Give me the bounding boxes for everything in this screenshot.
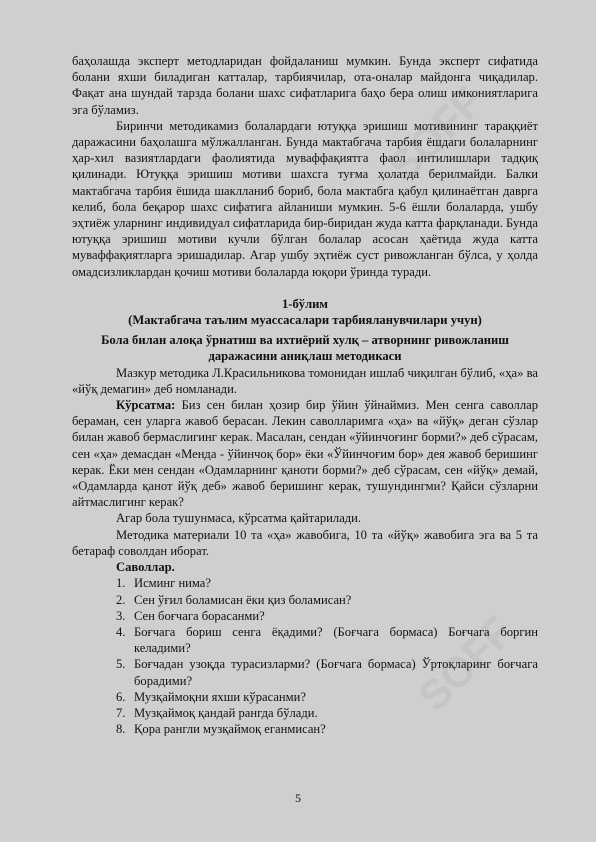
instruction-text: Биз сен билан ҳозир бир ўйин ўйнаймиз. Мен сенга саволлар бераман, сен уларга жавоб берасан. Лекин саволларимга «ҳа» ва «йўқ» деган сўзлар билан жавоб бермаслигинг керак. Масалан, сендан «ўйинчоғинг борми?» деб сўрасам, сен «ҳа» демасдан «Менда - ўйинчоқ бор» ёки «Ўйинчоғим бор» дея жавоб беришинг керак. Ёки мен сендан «Одамларнинг қаноти борми?» деб сўрасам, сен «йўқ» демай, «Одамларда қанот йўқ деб» жавоб беришинг керак, тушундингми? Қайси сўзларни айтмаслигинг керак? <box>72 398 538 510</box>
method-heading: Бола билан алоқа ўрнатиш ва ихтиёрий хулқ – атворнинг ривожланиш даражасини аниқлаш методикаси <box>101 333 509 364</box>
watermark-bottom: SOFF <box>409 607 522 720</box>
list-item <box>72 624 538 656</box>
list-item-number: 4. <box>116 624 126 639</box>
list-item-number: 5. <box>116 657 126 672</box>
questions-list <box>72 575 538 737</box>
list-item <box>72 575 538 591</box>
paragraph-3: Мазкур методика Л.Красильникова томонидан ишлаб чиқилган бўлиб, «ҳа» ва «йўқ демагин» деб номланади. <box>72 365 538 396</box>
list-item-number: 3. <box>116 608 126 623</box>
list-item-number: 8. <box>116 722 126 737</box>
instruction-label: Кўрсатма: <box>116 398 176 413</box>
list-item-text: Боғчага бориш сенга ёқадими? (Боғчага бормаса) Боғчага боргин келадими? <box>134 624 538 656</box>
watermark-top: SOFF <box>379 77 492 190</box>
list-item <box>72 592 538 608</box>
list-item-text: Сен ўғил боламисан ёки қиз боламисан? <box>134 592 352 607</box>
paragraph-2: Биринчи методикамиз болалардаги ютуққа эришиш мотивининг тараққиёт даражасини баҳолашга мўлжалланган. Бунда мактабгача тарбия ёшдаги болаларнинг ҳар-хил вазиятлардаги фаолиятида муваффақиятга фаол интилишлари тадқиқ қилинади. Ютуққа эришиш мотиви шахсга туғма ҳолатда берилмайди. Балки мактабгача тарбия ёшида шаклланиб бориб, бола мактабга қабул қилинаётган даврга келиб, бола беқарор шахс сифатига айланиши мумкин. 5-6 ёшли болаларда, ушбу эҳтиёж уларнинг индивидуал сифатларида бир-биридан жуда катта фарқланади. Бунда ютуққа эришиш мотиви кучли бўлган болалар асосан ҳаётида жуда катта муваффақиятларга эришадилар. Агар ушбу эҳтиёж суст ривожланган бўлса, у ҳолда омадсизликлардан қочиш мотиви болаларда юқори ўринда туради. <box>72 118 538 279</box>
list-item-text: Музқаймоқни яхши кўрасанми? <box>134 689 306 704</box>
paragraph-5: Методика материали 10 та «ҳа» жавобига, 10 та «йўқ» жавобига эга ва 5 та бетараф соволдан иборат. <box>72 527 538 558</box>
list-item <box>72 656 538 688</box>
list-item-number: 6. <box>116 689 126 704</box>
questions-title: Саволлар. <box>116 560 175 575</box>
list-item-text: Музқаймоқ қандай рангда бўлади. <box>134 705 318 720</box>
page-number: 5 <box>295 791 301 805</box>
list-item-number: 1. <box>116 576 126 591</box>
list-item <box>72 705 538 721</box>
list-item-text: Исминг нима? <box>134 576 211 591</box>
list-item-number: 2. <box>116 592 126 607</box>
list-item-number: 7. <box>116 705 126 720</box>
list-item-text: Боғчадан узоқда турасизларми? (Боғчага бормаса) Ўртоқларинг боғчага борадими? <box>134 657 538 688</box>
instruction-paragraph <box>72 397 538 510</box>
list-item <box>72 721 538 737</box>
list-item <box>72 608 538 624</box>
section-number: 1-бўлим <box>282 296 328 311</box>
section-subtitle: (Мактабгача таълим муассасалари тарбияланувчилари учун) <box>128 313 482 328</box>
list-item <box>72 689 538 705</box>
document-page <box>72 53 538 737</box>
paragraph-1: баҳолашда эксперт методларидан фойдаланиш мумкин. Бунда эксперт сифатида болани яхши биладиган катталар, тарбиячилар, ота-оналар майдонга чиқадилар. Фақат ана шундай тарзда болани шахс сифатларига баҳо бера олиш имкониятларига эга бўламиз. <box>72 54 538 117</box>
list-item-text: Қора рангли музқаймоқ еганмисан? <box>134 722 326 737</box>
list-item-text: Сен боғчага борасанми? <box>134 608 265 623</box>
paragraph-4: Агар бола тушунмаса, кўрсатма қайтарилади. <box>116 511 362 526</box>
